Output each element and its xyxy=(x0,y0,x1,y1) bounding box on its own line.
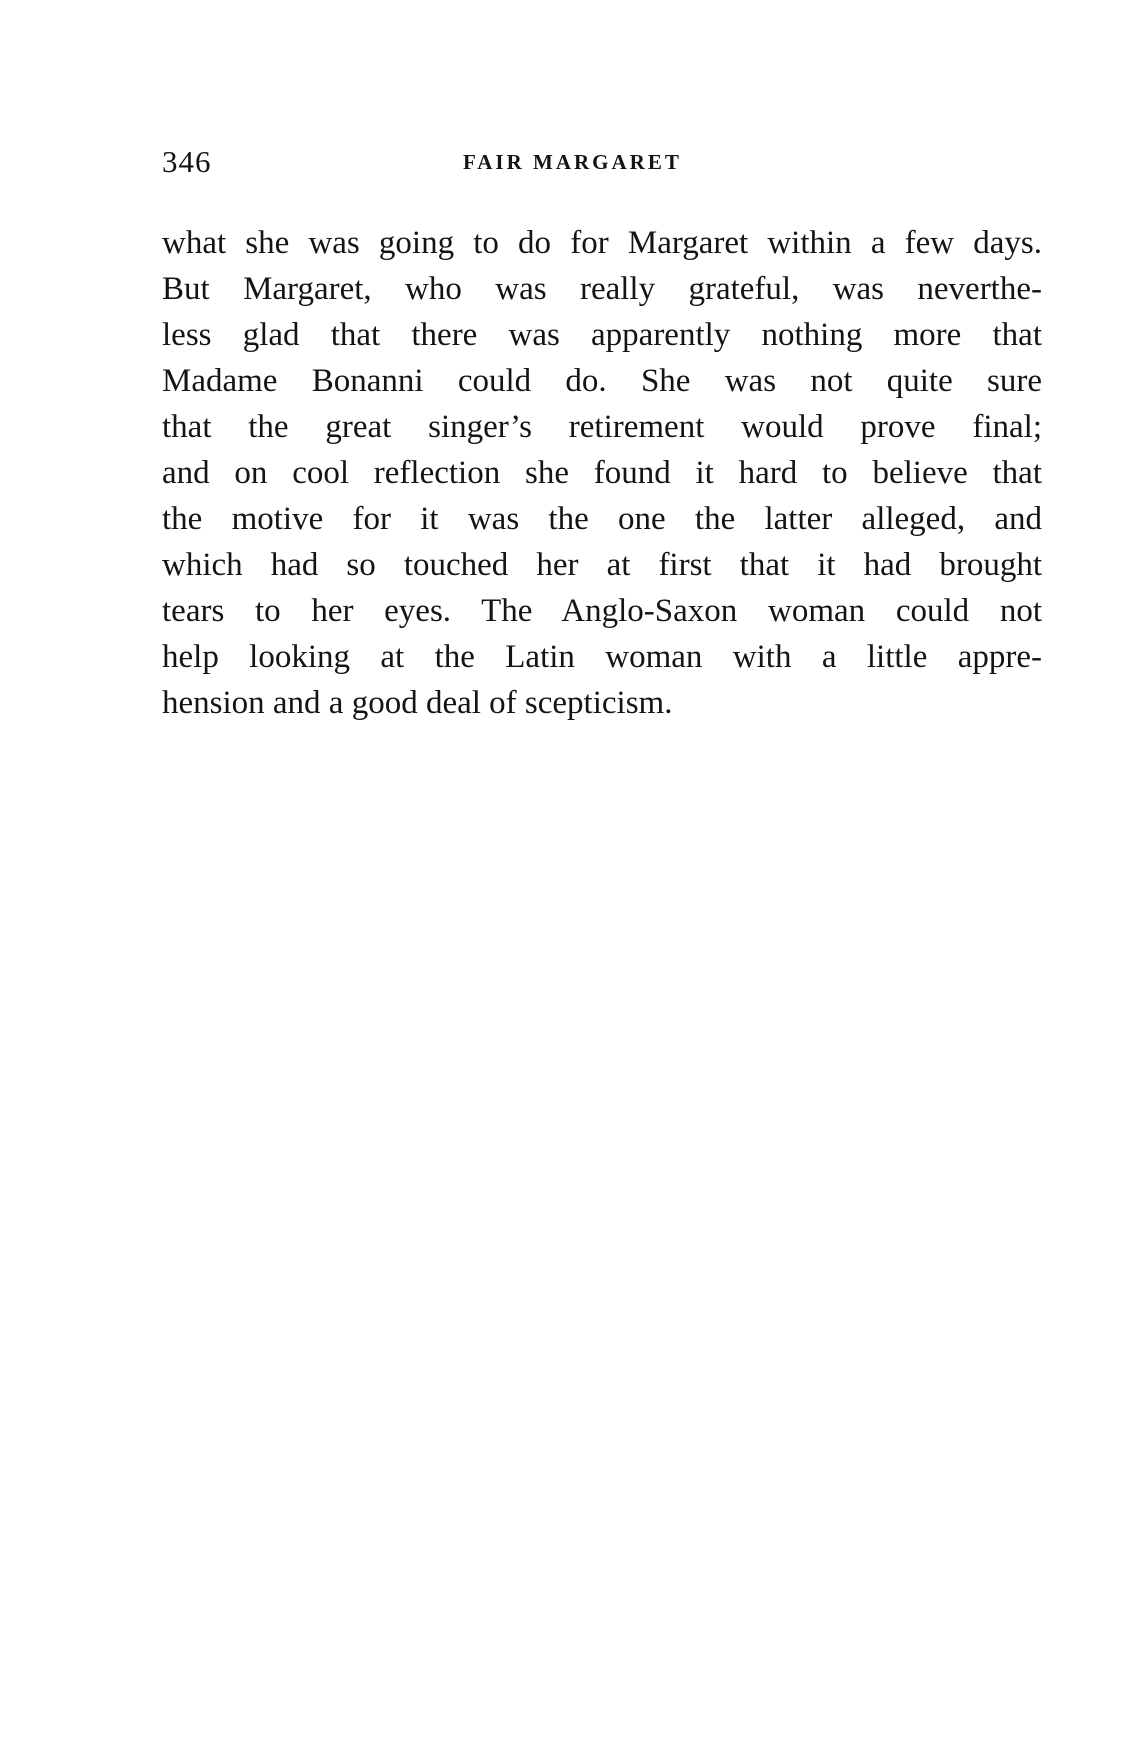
text-line: help looking at the Latin woman with a little appre- xyxy=(162,639,1042,675)
text-line: and on cool reflection she found it hard to believe that xyxy=(162,455,1042,491)
page-number: 346 xyxy=(162,144,212,179)
text-line: the motive for it was the one the latter alleged, and xyxy=(162,501,1042,537)
text-line: that the great singer’s retirement would prove final; xyxy=(162,409,1042,445)
text-line: what she was going to do for Margaret within a few days. xyxy=(162,225,1042,261)
text-line: tears to her eyes. The Anglo-Saxon woman could not xyxy=(162,593,1042,629)
text-line: less glad that there was apparently nothing more that xyxy=(162,317,1042,353)
text-line: But Margaret, who was really grateful, was neverthe- xyxy=(162,271,1042,307)
text-line: which had so touched her at first that it had brought xyxy=(162,547,1042,583)
body-paragraph xyxy=(162,220,1042,726)
running-head xyxy=(162,142,1042,182)
text-line: hension and a good deal of scepticism. xyxy=(162,685,673,721)
running-title: FAIR MARGARET xyxy=(463,150,682,174)
text-line: Madame Bonanni could do. She was not quite sure xyxy=(162,363,1042,399)
